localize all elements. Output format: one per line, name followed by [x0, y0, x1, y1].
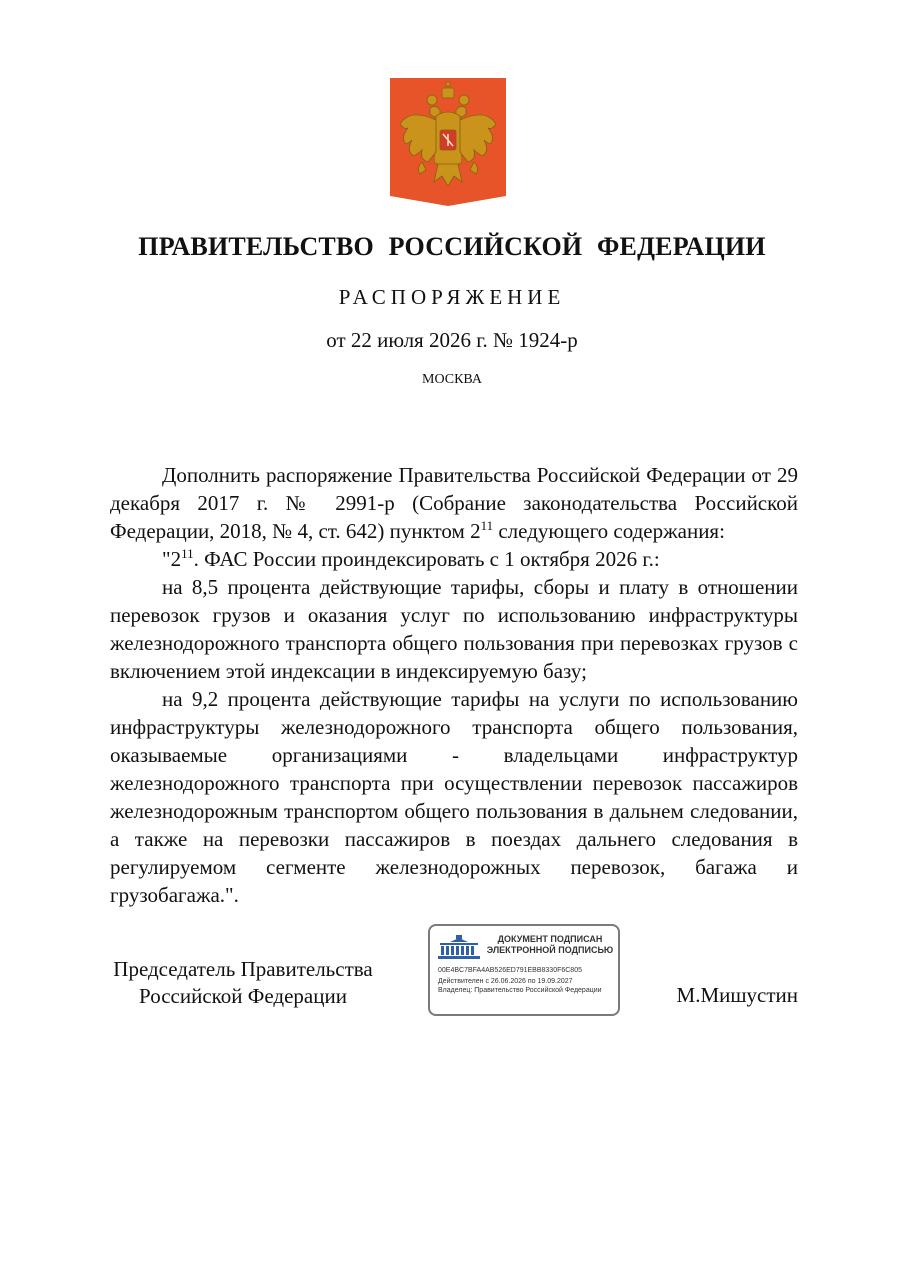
document-body [110, 461, 798, 909]
paragraph-passenger-tariffs: на 9,2 процента действующие тарифы на услуги по использованию инфраструктуры железнодорожного транспорта общего пользования, оказываемые организациями - владельцами инфраструктур железнодорожного транспорта при осуществлении перевозок пассажиров железнодорожным транспортом общего пользования в дальнем следовании, а также на перевозки пассажиров в поездах дальнего следования в регулируемом сегменте железнодорожных перевозок, багажа и грузобагажа.". [110, 687, 798, 907]
paragraph-amendment: Дополнить распоряжение Правительства Российской Федерации от 29 декабря 2017 г. № 2991-р (Собрание законодательства Российской Федерации, 2018, № 4, ст. 642) пунктом $2^{11}$ следующего содержания: [110, 463, 798, 543]
stamp-validity: Действителен с 26.06.2026 по 19.09.2027 [438, 978, 573, 985]
signer-name: М.Мишустин [676, 983, 798, 1007]
paragraph-clause-heading: "$2^{11}$. ФАС России проиндексировать с 1 октября 2026 г.: [162, 546, 660, 571]
document-city: МОСКВА [422, 372, 482, 387]
paragraph-freight-tariffs: на 8,5 процента действующие тарифы, сборы и плату в отношении перевозок грузов и оказания услуг по использованию инфраструктуры железнодорожного транспорта общего пользования при перевозках грузов с включением этой индексации в индексируемую базу; [110, 575, 798, 683]
stamp-certificate: 00E4BC7BFA4AB526ED791EBB8330F6C805 [438, 967, 582, 974]
signer-position: Председатель Правительства Российской Федерации [113, 957, 373, 1008]
issuer-title: ПРАВИТЕЛЬСТВО РОССИЙСКОЙ ФЕДЕРАЦИИ [138, 232, 766, 261]
coat-of-arms-emblem [390, 78, 506, 206]
stamp-header: ДОКУМЕНТ ПОДПИСАН ЭЛЕКТРОННОЙ ПОДПИСЬЮ [486, 934, 614, 955]
government-building-icon [436, 934, 482, 960]
document-type: РАСПОРЯЖЕНИЕ [338, 285, 566, 309]
electronic-signature-stamp [428, 924, 620, 1016]
document-date-number: от 22 июля 2026 г. № 1924-р [326, 328, 578, 352]
stamp-owner: Владелец: Правительство Российской Федерации [438, 987, 602, 994]
